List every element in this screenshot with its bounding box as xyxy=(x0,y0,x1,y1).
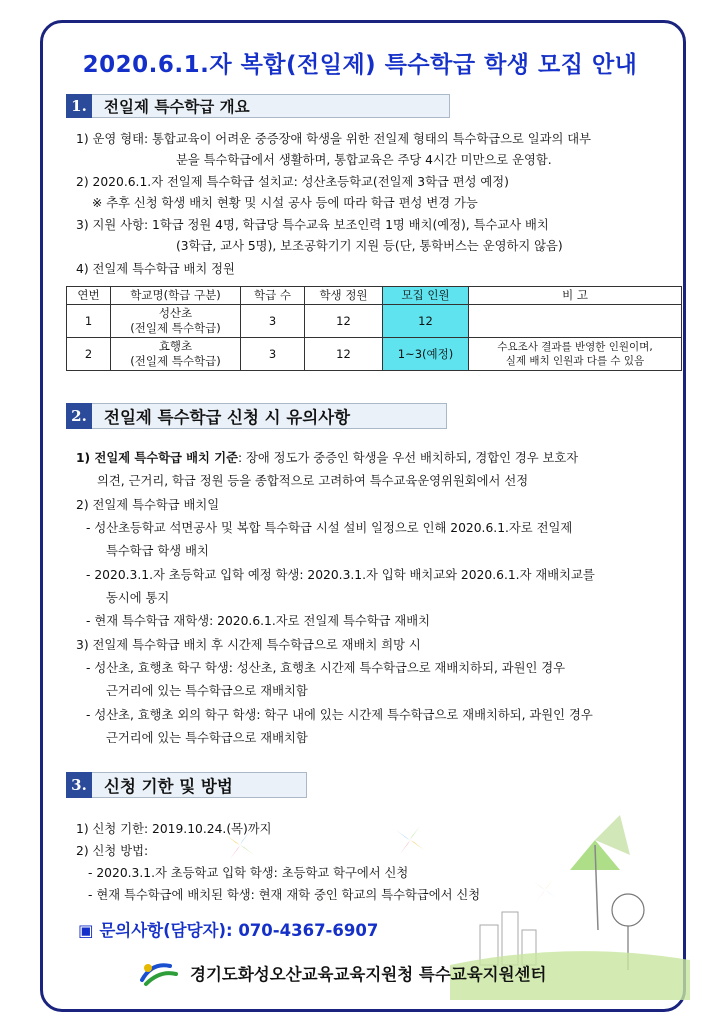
row-recruit: 1~3(예정) xyxy=(383,338,469,371)
s2-item3-d1-line1: - 성산초, 효행초 학구 학생: 성산초, 효행초 시간제 특수학급으로 재배치하되, 과원인 경우 xyxy=(86,661,566,675)
office-logo-icon xyxy=(136,958,180,988)
contact-info: ▣ 문의사항(담당자): 070-4367-6907 xyxy=(78,921,379,940)
s2-item2-d2-line1: - 2020.3.1.자 초등학교 입학 예정 학생: 2020.3.1.자 입학 배치교와 2020.6.1.자 재배치교를 xyxy=(86,568,595,582)
row-capacity: 12 xyxy=(305,305,383,338)
section-1-title: 전일제 특수학급 개요 xyxy=(92,94,450,118)
s1-item4: 4) 전일제 특수학급 배치 정원 xyxy=(76,262,235,276)
row-number: 2 xyxy=(67,338,111,371)
row-classes: 3 xyxy=(241,338,305,371)
section-2-title: 전일제 특수학급 신청 시 유의사항 xyxy=(92,403,447,429)
capacity-table xyxy=(66,286,682,371)
s2-item2-d3: - 현재 특수학급 재학생: 2020.6.1.자로 전일제 특수학급 재배치 xyxy=(86,614,431,628)
s3-item2-d1: - 2020.3.1.자 초등학교 입학 학생: 초등학교 학구에서 신청 xyxy=(88,866,409,880)
class-type: (전일제 특수학급) xyxy=(130,321,221,335)
s2-item1-label: 1) 전일제 특수학급 배치 기준 xyxy=(76,451,238,465)
table-row xyxy=(67,305,682,338)
s3-item2-d2: - 현재 특수학급에 배치된 학생: 현재 재학 중인 학교의 특수학급에서 신청 xyxy=(88,888,481,902)
school-name: 성산초 xyxy=(158,306,193,320)
s2-item3-d2-line1: - 성산초, 효행초 외의 학구 학생: 학구 내에 있는 시간제 특수학급으로 재배치하되, 과원인 경우 xyxy=(86,708,593,722)
row-school xyxy=(111,305,241,338)
s1-item2: 2) 2020.6.1.자 전일제 특수학급 설치교: 성산초등학교(전일제 3학급 편성 예정) xyxy=(76,175,509,189)
row-school xyxy=(111,338,241,371)
s2-item3: 3) 전일제 특수학급 배치 후 시간제 특수학급으로 재배치 희망 시 xyxy=(76,638,421,652)
table-header: 학급 수 xyxy=(241,287,305,305)
s2-item2: 2) 전일제 특수학급 배치일 xyxy=(76,498,220,512)
section-3-number: 3. xyxy=(66,772,92,798)
table-header: 학교명(학급 구분) xyxy=(111,287,241,305)
section-1-number: 1. xyxy=(66,94,92,118)
table-header: 모집 인원 xyxy=(383,287,469,305)
row-number: 1 xyxy=(67,305,111,338)
s1-item2-note: ※ 추후 신청 학생 배치 현황 및 시설 공사 등에 따라 학급 편성 변경 가능 xyxy=(92,196,478,210)
section-2-number: 2. xyxy=(66,403,92,429)
note-line: 수요조사 결과를 반영한 인원이며, xyxy=(497,341,653,353)
row-recruit: 12 xyxy=(383,305,469,338)
section-2-header xyxy=(66,403,447,429)
table-header: 연번 xyxy=(67,287,111,305)
school-name: 효행초 xyxy=(158,339,193,353)
row-note xyxy=(469,305,682,338)
s2-item1-text: : 장애 정도가 중증인 학생을 우선 배치하되, 경합인 경우 보호자 xyxy=(237,451,579,465)
footer-organization: 경기도화성오산교육교육지원청 특수교육지원센터 xyxy=(190,965,547,984)
s1-item3-line2: (3학급, 교사 5명), 보조공학기기 지원 등(단, 통학버스는 운영하지 않음) xyxy=(176,239,563,253)
section-3-title: 신청 기한 및 방법 xyxy=(92,772,307,798)
table-header-row xyxy=(67,287,682,305)
s3-item1: 1) 신청 기한: 2019.10.24.(목)까지 xyxy=(76,822,272,836)
footer xyxy=(136,958,546,988)
s1-item1-line2: 분을 특수학급에서 생활하며, 통합교육은 주당 4시간 미만으로 운영함. xyxy=(176,153,552,167)
class-type: (전일제 특수학급) xyxy=(130,354,221,368)
section-1-header xyxy=(66,94,450,118)
section-3-header xyxy=(66,772,307,798)
table-header: 학생 정원 xyxy=(305,287,383,305)
s2-item2-d1-line1: - 성산초등학교 석면공사 및 복합 특수학급 시설 설비 일정으로 인해 2020.6.1.자로 전일제 xyxy=(86,521,573,535)
s1-item1-line1: 1) 운영 형태: 통합교육이 어려운 중증장애 학생을 위한 전일제 형태의 특수학급으로 일과의 대부 xyxy=(76,132,592,146)
s2-item2-d2-line2: 동시에 통지 xyxy=(106,591,170,605)
s2-item3-d1-line2: 근거리에 있는 특수학급으로 재배치함 xyxy=(106,684,308,698)
row-capacity: 12 xyxy=(305,338,383,371)
row-classes: 3 xyxy=(241,305,305,338)
row-note xyxy=(469,338,682,371)
note-line: 실제 배치 인원과 다를 수 있음 xyxy=(505,355,645,367)
page-title: 2020.6.1.자 복합(전일제) 특수학급 학생 모집 안내 xyxy=(82,52,638,78)
s2-item1-line1 xyxy=(76,449,578,467)
s1-item3-line1: 3) 지원 사항: 1학급 정원 4명, 학급당 특수교육 보조인력 1명 배치(예정), 특수교사 배치 xyxy=(76,218,549,232)
s2-item1-line2: 의견, 근거리, 학급 정원 등을 종합적으로 고려하여 특수교육운영위원회에서 선정 xyxy=(97,474,529,488)
s2-item3-d2-line2: 근거리에 있는 특수학급으로 재배치함 xyxy=(106,731,308,745)
s2-item2-d1-line2: 특수학급 학생 배치 xyxy=(106,544,209,558)
table-row xyxy=(67,338,682,371)
s3-item2: 2) 신청 방법: xyxy=(76,844,149,858)
table-header: 비 고 xyxy=(469,287,682,305)
